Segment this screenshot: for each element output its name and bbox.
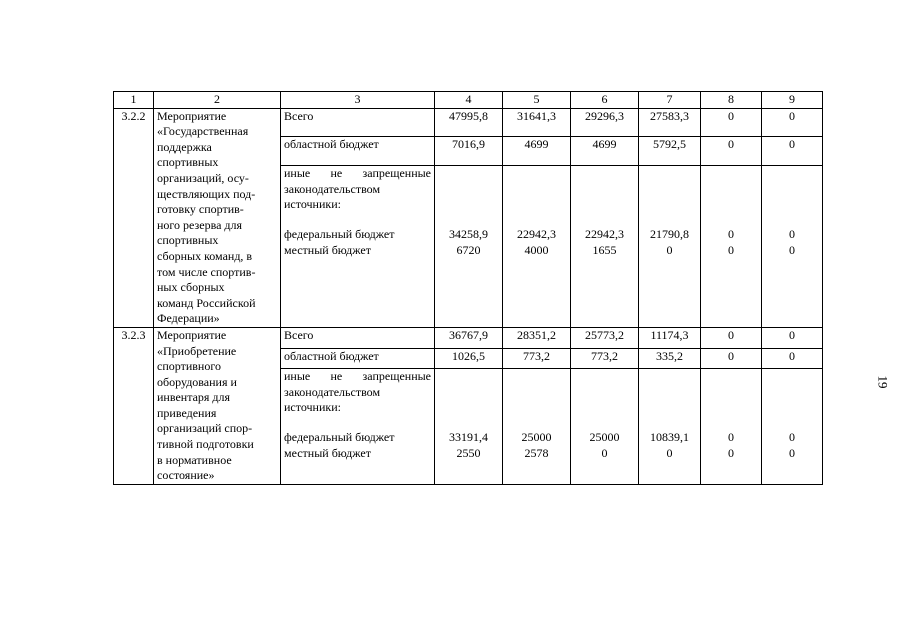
- value-cell: 36767,9: [435, 327, 503, 348]
- event-line: команд Российской: [157, 295, 256, 310]
- value-federal: 0: [789, 227, 795, 242]
- value-cell-stack: [503, 369, 571, 485]
- event-line: тивной подготовки: [157, 437, 254, 452]
- value-cell: 29296,3: [571, 108, 639, 137]
- source-label-other: [281, 166, 435, 328]
- other-label-line: источники:: [284, 197, 341, 212]
- source-label-federal: федеральный бюджет: [284, 429, 395, 444]
- event-line: сборных команд, в: [157, 248, 253, 263]
- value-local: 2550: [456, 445, 481, 460]
- source-label-federal: федеральный бюджет: [284, 227, 395, 242]
- blank-line: [704, 369, 758, 385]
- value-federal: 21790,8: [650, 227, 689, 242]
- blank-line: [704, 182, 758, 198]
- value-cell: 25773,2: [571, 327, 639, 348]
- blank-line: [506, 182, 567, 198]
- value-cell: 5792,5: [639, 137, 701, 166]
- spacer: [765, 416, 819, 430]
- source-label-total: Всего: [281, 327, 435, 348]
- value-cell: 773,2: [571, 348, 639, 369]
- value-cell-stack: [435, 166, 503, 328]
- blank-line: [506, 166, 567, 182]
- section-total-row: [114, 327, 823, 348]
- blank-line: [642, 182, 697, 198]
- value-local: 2578: [524, 445, 549, 460]
- blank-line: [506, 369, 567, 385]
- value-cell: 0: [701, 108, 762, 137]
- event-line: ществляющих под-: [157, 186, 256, 201]
- blank-line: [704, 385, 758, 401]
- value-cell: 27583,3: [639, 108, 701, 137]
- value-cell: 11174,3: [639, 327, 701, 348]
- blank-line: [765, 400, 819, 416]
- event-line: Федерации»: [157, 311, 220, 326]
- other-label-line: источники:: [284, 400, 341, 415]
- value-federal: 0: [789, 429, 795, 444]
- value-federal: 25000: [521, 429, 552, 444]
- blank-line: [642, 197, 697, 213]
- event-line: оборудования и: [157, 374, 237, 389]
- event-line: организаций спор-: [157, 421, 253, 436]
- value-cell: 0: [701, 348, 762, 369]
- value-cell: 773,2: [503, 348, 571, 369]
- source-label-regional: областной бюджет: [281, 348, 435, 369]
- other-label-line: иные не запрещенные: [284, 369, 431, 384]
- value-cell-stack: [435, 369, 503, 485]
- value-cell: 0: [762, 108, 823, 137]
- blank-line: [574, 166, 635, 182]
- spacer: [438, 213, 499, 227]
- blank-line: [642, 369, 697, 385]
- header-cell: 4: [435, 92, 503, 109]
- event-line: организаций, осу-: [157, 170, 249, 185]
- header-row: [114, 92, 823, 109]
- other-label-line: законодательством: [284, 384, 381, 399]
- source-label-local: местный бюджет: [284, 445, 371, 460]
- blank-line: [704, 197, 758, 213]
- value-cell: 4699: [503, 137, 571, 166]
- blank-line: [642, 385, 697, 401]
- blank-line: [642, 400, 697, 416]
- value-local: 1655: [592, 242, 617, 257]
- spacer: [642, 416, 697, 430]
- value-local: 0: [666, 242, 673, 257]
- event-line: состояние»: [157, 468, 215, 483]
- spacer: [642, 213, 697, 227]
- header-cell: 8: [701, 92, 762, 109]
- blank-line: [765, 166, 819, 182]
- value-cell: 0: [701, 137, 762, 166]
- value-local: 0: [601, 445, 608, 460]
- value-cell: 1026,5: [435, 348, 503, 369]
- event-description: [154, 327, 281, 484]
- event-line: ного резерва для: [157, 217, 243, 232]
- spacer: [438, 416, 499, 430]
- blank-line: [765, 369, 819, 385]
- value-local: 0: [728, 445, 734, 460]
- blank-line: [506, 197, 567, 213]
- header-cell: 2: [154, 92, 281, 109]
- value-cell-stack: [639, 369, 701, 485]
- value-cell-stack: [639, 166, 701, 328]
- section-code: 3.2.2: [114, 108, 154, 327]
- value-local: 0: [728, 242, 734, 257]
- header-cell: 7: [639, 92, 701, 109]
- spacer: [284, 213, 431, 227]
- event-line: поддержка: [157, 139, 212, 154]
- blank-line: [765, 182, 819, 198]
- event-line: спортивного: [157, 359, 221, 374]
- source-label-total: Всего: [281, 108, 435, 137]
- header-cell: 1: [114, 92, 154, 109]
- spacer: [574, 213, 635, 227]
- value-cell-stack: [571, 369, 639, 485]
- header-cell: 9: [762, 92, 823, 109]
- source-label-regional: областной бюджет: [281, 137, 435, 166]
- blank-line: [438, 400, 499, 416]
- spacer: [284, 416, 431, 430]
- blank-line: [642, 166, 697, 182]
- value-cell-stack: [701, 166, 762, 328]
- blank-line: [438, 197, 499, 213]
- value-local: 0: [666, 445, 673, 460]
- value-cell-stack: [762, 369, 823, 485]
- blank-line: [438, 369, 499, 385]
- source-label-other: [281, 369, 435, 485]
- blank-line: [506, 400, 567, 416]
- blank-line: [438, 166, 499, 182]
- event-line: готовку спортив-: [157, 202, 244, 217]
- value-cell: 0: [701, 327, 762, 348]
- value-local: 4000: [524, 242, 549, 257]
- value-cell: 0: [762, 137, 823, 166]
- value-cell: 0: [762, 327, 823, 348]
- section-total-row: [114, 108, 823, 137]
- event-description: [154, 108, 281, 327]
- event-line: «Государственная: [157, 124, 249, 139]
- header-cell: 6: [571, 92, 639, 109]
- event-line: том числе спортив-: [157, 264, 256, 279]
- blank-line: [574, 182, 635, 198]
- value-federal: 22942,3: [517, 227, 556, 242]
- blank-line: [574, 385, 635, 401]
- blank-line: [765, 385, 819, 401]
- spacer: [704, 416, 758, 430]
- event-line: в нормативное: [157, 452, 232, 467]
- value-cell: 0: [762, 348, 823, 369]
- spacer: [506, 213, 567, 227]
- event-line: Мероприятие: [157, 327, 227, 342]
- page-number: 19: [875, 375, 891, 389]
- header-cell: 3: [281, 92, 435, 109]
- value-local: 0: [789, 445, 795, 460]
- value-cell-stack: [762, 166, 823, 328]
- value-cell: 31641,3: [503, 108, 571, 137]
- blank-line: [574, 369, 635, 385]
- value-federal: 0: [728, 429, 734, 444]
- value-cell: 335,2: [639, 348, 701, 369]
- spacer: [574, 416, 635, 430]
- value-federal: 10839,1: [650, 429, 689, 444]
- value-federal: 33191,4: [449, 429, 488, 444]
- value-local: 6720: [456, 242, 481, 257]
- other-label-line: иные не запрещенные: [284, 166, 431, 181]
- blank-line: [506, 385, 567, 401]
- blank-line: [704, 166, 758, 182]
- spacer: [765, 213, 819, 227]
- value-federal: 0: [728, 227, 734, 242]
- blank-line: [438, 385, 499, 401]
- section-code: 3.2.3: [114, 327, 154, 484]
- event-line: Мероприятие: [157, 108, 227, 123]
- value-cell: 28351,2: [503, 327, 571, 348]
- source-label-local: местный бюджет: [284, 242, 371, 257]
- value-cell-stack: [701, 369, 762, 485]
- value-federal: 25000: [589, 429, 620, 444]
- blank-line: [704, 400, 758, 416]
- value-cell-stack: [571, 166, 639, 328]
- blank-line: [574, 197, 635, 213]
- event-line: ных сборных: [157, 280, 225, 295]
- blank-line: [574, 400, 635, 416]
- value-cell: 4699: [571, 137, 639, 166]
- value-cell-stack: [503, 166, 571, 328]
- blank-line: [765, 197, 819, 213]
- event-line: инвентаря для: [157, 390, 231, 405]
- event-line: спортивных: [157, 155, 219, 170]
- value-local: 0: [789, 242, 795, 257]
- blank-line: [438, 182, 499, 198]
- header-cell: 5: [503, 92, 571, 109]
- spacer: [704, 213, 758, 227]
- event-line: приведения: [157, 405, 217, 420]
- budget-table: [113, 91, 823, 485]
- other-label-line: законодательством: [284, 181, 381, 196]
- event-line: «Приобретение: [157, 343, 237, 358]
- value-cell: 7016,9: [435, 137, 503, 166]
- value-federal: 22942,3: [585, 227, 624, 242]
- event-line: спортивных: [157, 233, 219, 248]
- value-federal: 34258,9: [449, 227, 488, 242]
- spacer: [506, 416, 567, 430]
- value-cell: 47995,8: [435, 108, 503, 137]
